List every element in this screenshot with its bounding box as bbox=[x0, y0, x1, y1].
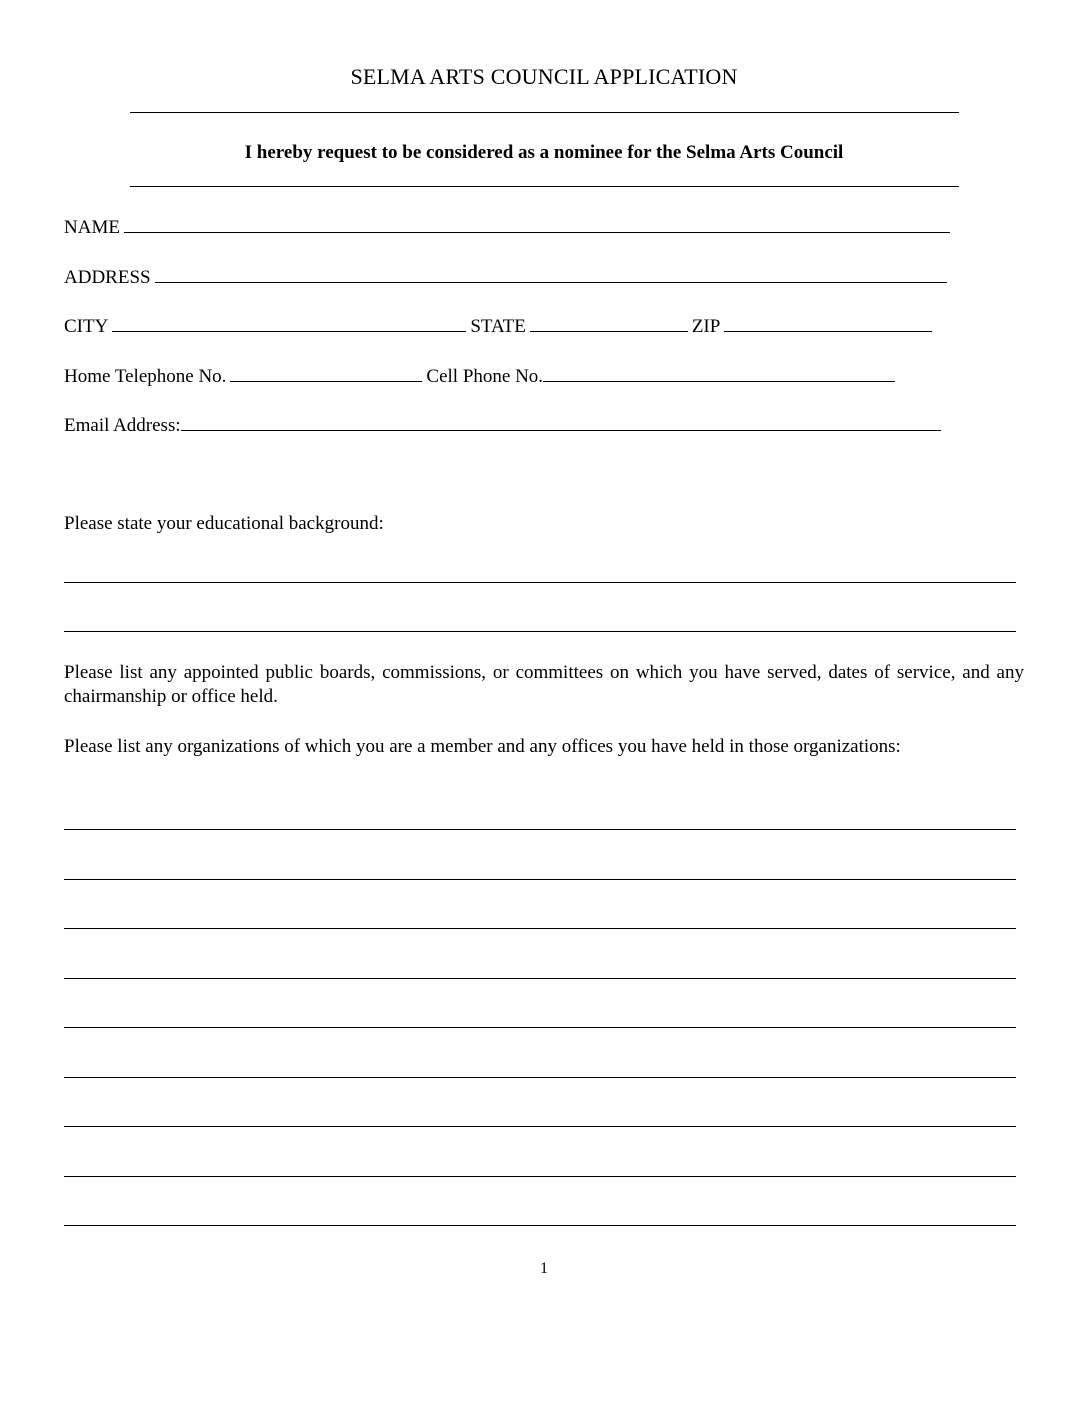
education-question: Please state your educational background: bbox=[64, 513, 384, 534]
organizations-answer-line[interactable] bbox=[64, 829, 1016, 830]
home-phone-field[interactable] bbox=[230, 363, 422, 382]
state-label: STATE bbox=[470, 316, 526, 337]
state-field[interactable] bbox=[530, 313, 688, 332]
city-label: CITY bbox=[64, 316, 109, 337]
organizations-answer-line[interactable] bbox=[64, 1027, 1016, 1028]
subtitle-divider bbox=[130, 186, 959, 187]
city-field[interactable] bbox=[112, 313, 466, 332]
title-divider bbox=[130, 112, 959, 113]
organizations-answer-line[interactable] bbox=[64, 1225, 1016, 1226]
email-row bbox=[64, 412, 945, 437]
organizations-answer-line[interactable] bbox=[64, 1126, 1016, 1127]
phone-row bbox=[64, 363, 899, 388]
zip-field[interactable] bbox=[724, 313, 932, 332]
page-number: 1 bbox=[540, 1260, 548, 1277]
zip-label: ZIP bbox=[691, 316, 721, 337]
organizations-question: Please list any organizations of which you are a member and any offices you have held in those organizations: bbox=[64, 736, 901, 757]
education-answer-line[interactable] bbox=[64, 582, 1016, 583]
address-label: ADDRESS bbox=[64, 267, 151, 288]
form-title: SELMA ARTS COUNCIL APPLICATION bbox=[350, 64, 738, 89]
form-subtitle: I hereby request to be considered as a nominee for the Selma Arts Council bbox=[244, 142, 844, 163]
organizations-answer-line[interactable] bbox=[64, 1176, 1016, 1177]
email-label: Email Address: bbox=[64, 415, 181, 436]
city-state-zip-row bbox=[64, 313, 936, 338]
email-field[interactable] bbox=[181, 412, 941, 431]
education-answer-line[interactable] bbox=[64, 631, 1016, 632]
organizations-answer-line[interactable] bbox=[64, 978, 1016, 979]
home-phone-label: Home Telephone No. bbox=[64, 366, 227, 387]
cell-phone-label: Cell Phone No. bbox=[426, 366, 544, 387]
organizations-answer-line[interactable] bbox=[64, 879, 1016, 880]
name-row bbox=[64, 214, 954, 239]
name-field[interactable] bbox=[124, 214, 950, 233]
boards-question: Please list any appointed public boards, commissions, or committees on which you have served, dates of service, and any chairmanship or office held. bbox=[64, 662, 1024, 707]
address-field[interactable] bbox=[155, 264, 947, 283]
name-label: NAME bbox=[64, 217, 120, 238]
cell-phone-field[interactable] bbox=[543, 363, 895, 382]
address-row bbox=[64, 264, 951, 289]
organizations-answer-line[interactable] bbox=[64, 928, 1016, 929]
organizations-answer-line[interactable] bbox=[64, 1077, 1016, 1078]
